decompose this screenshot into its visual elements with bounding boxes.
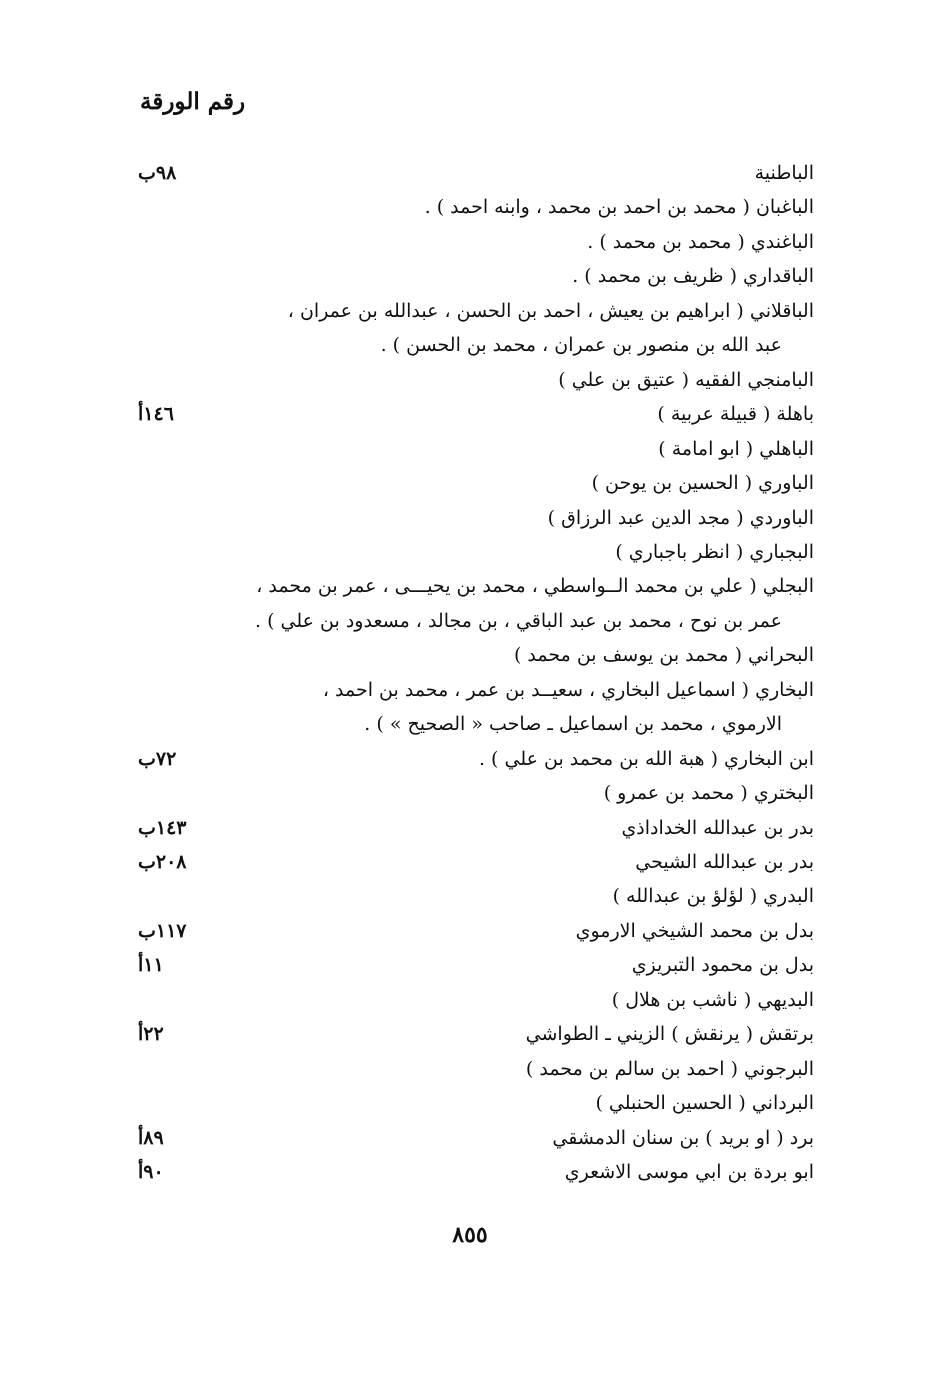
folio-reference: ٧٢ب	[138, 748, 177, 770]
index-entry: الباغبان ( محمد بن احمد بن محمد ، وابنه احمد ) .	[424, 196, 814, 218]
index-entry: بدر بن عبدالله الخداداذي	[621, 817, 814, 839]
index-entry: الباوري ( الحسين بن يوحن )	[591, 472, 814, 494]
index-entry: البحراني ( محمد بن يوسف بن محمد )	[513, 644, 814, 666]
folio-reference: ١٤٦أ	[138, 403, 174, 425]
index-entry: برد ( او بريد ) بن سنان الدمشقي	[552, 1127, 814, 1149]
folio-reference: ١١٧ب	[138, 920, 187, 942]
folio-reference: ٢٢أ	[138, 1023, 164, 1045]
index-entry: البجلي ( علي بن محمد الــواسطي ، محمد بن يحيـــى ، عمر بن محمد ،	[256, 575, 814, 597]
index-entry: الباقداري ( ظريف بن محمد ) .	[572, 265, 814, 287]
index-entry: البجباري ( انظر باجباري )	[615, 541, 814, 563]
index-entry: باهلة ( قبيلة عربية )	[657, 403, 814, 425]
folio-reference: ١١أ	[138, 954, 164, 976]
index-entry: الباطنية	[754, 162, 814, 184]
index-entry: البخاري ( اسماعيل البخاري ، سعيــد بن عمر ، محمد بن احمد ،	[322, 679, 814, 701]
index-entry-continuation: عبد الله بن منصور بن عمران ، محمد بن الحسن ) .	[380, 334, 782, 356]
folio-reference: ٢٠٨ب	[138, 851, 187, 873]
index-entry: ابن البخاري ( هبة الله بن محمد بن علي ) .	[478, 748, 814, 770]
folio-reference: ٩٠أ	[138, 1161, 164, 1183]
index-entry: البرداني ( الحسين الحنبلي )	[595, 1092, 814, 1114]
page-header: رقم الورقة	[140, 88, 246, 115]
index-entry-continuation: عمر بن نوح ، محمد بن عبد الباقي ، بن مجالد ، مسعدود بن علي ) .	[255, 610, 782, 632]
index-entry: بدر بن عبدالله الشيحي	[635, 851, 814, 873]
index-entry: البديهي ( ناشب بن هلال )	[611, 989, 814, 1011]
index-entry: ابو بردة بن ابي موسى الاشعري	[564, 1161, 814, 1183]
index-entry: بدل بن محمود التبريزي	[631, 954, 814, 976]
index-entry: البرجوني ( احمد بن سالم بن محمد )	[525, 1058, 814, 1080]
index-entry: بدل بن محمد الشيخي الارموي	[575, 920, 814, 942]
index-entry: الباغندي ( محمد بن محمد ) .	[587, 231, 814, 253]
index-entry: البامنجي الفقيه ( عتيق بن علي )	[558, 369, 814, 391]
index-entry: الباقلاني ( ابراهيم بن يعيش ، احمد بن الحسن ، عبدالله بن عمران ،	[287, 300, 814, 322]
folio-reference: ١٤٣ب	[138, 817, 187, 839]
index-entry-continuation: الارموي ، محمد بن اسماعيل ـ صاحب « الصحيح » ) .	[364, 713, 782, 735]
index-entry: البختري ( محمد بن عمرو )	[603, 782, 814, 804]
page-number: ٨٥٥	[452, 1222, 488, 1248]
folio-reference: ٨٩أ	[138, 1127, 164, 1149]
folio-reference: ٩٨ب	[138, 162, 177, 184]
index-entry: الباهلي ( ابو امامة )	[658, 438, 814, 460]
index-entry: الباوردي ( مجد الدين عبد الرزاق )	[547, 507, 814, 529]
index-entry: البدري ( لؤلؤ بن عبدالله )	[612, 885, 814, 907]
index-entry: برتقش ( يرنقش ) الزيني ـ الطواشي	[525, 1023, 814, 1045]
